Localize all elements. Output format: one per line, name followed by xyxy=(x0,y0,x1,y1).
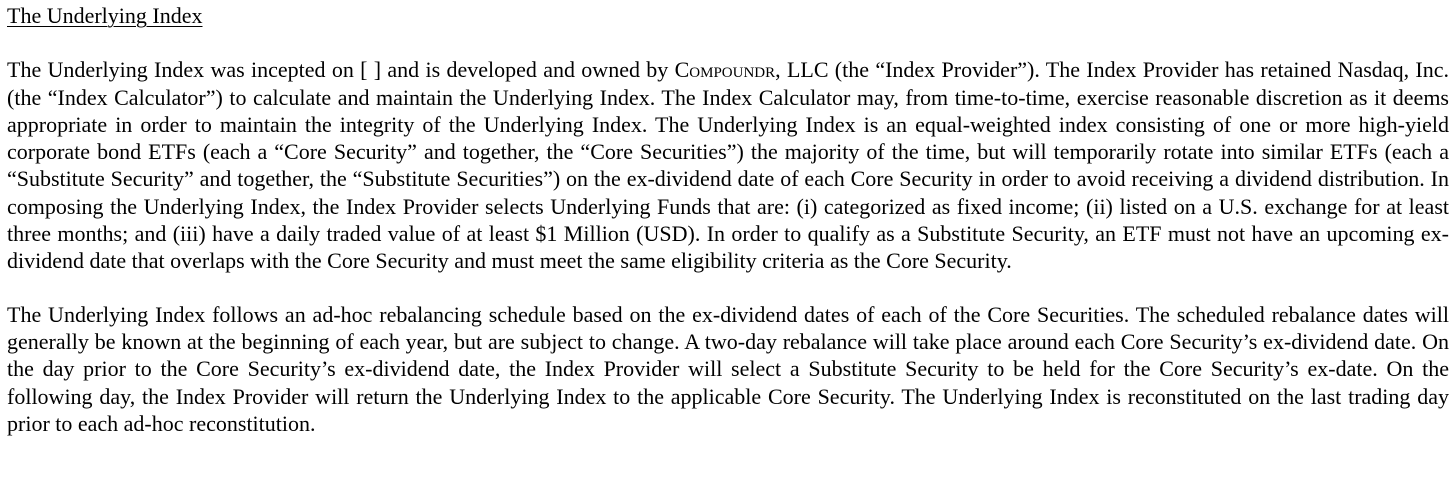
paragraph-1-text-end: , LLC (the “Index Provider”). The Index Provider has retained Nasdaq, Inc. (the “Index Calculator”) to calculate and maintain the Underlying Index. The Index Calculator may, from time-to-time, exercise reasonable discretion as it deems appropriate in order to maintain the integrity of the Underlying Index. The Underlying Index is an equal-weighted index consisting of one or more high-yield corporate bond ETFs (each a “Core Security” and together, the “Core Securities”) the majority of the time, but will temporarily rotate into similar ETFs (each a “Substitute Security” and together, the “Substitute Securities”) on the ex-dividend date of each Core Security in order to avoid receiving a dividend distribution. In composing the Underlying Index, the Index Provider selects Underlying Funds that are: (i) categorized as fixed income; (ii) listed on a U.S. exchange for at least three months; and (iii) have a daily traded value of at least $1 Million (USD). In order to qualify as a Substitute Security, an ETF must not have an upcoming ex-dividend date that overlaps with the Core Security and must meet the same eligibility criteria as the Core Security. xyxy=(7,57,1449,274)
index-provider-name: Compoundr xyxy=(674,57,776,83)
paragraph-index-description xyxy=(7,56,1449,274)
document-body xyxy=(7,0,1449,437)
paragraph-1-text-start: The Underlying Index was incepted on [ ] and is developed and owned by xyxy=(7,57,675,83)
paragraph-rebalancing-schedule: The Underlying Index follows an ad-hoc rebalancing schedule based on the ex-dividend dates of each of the Core Securities. The scheduled rebalance dates will generally be known at the beginning of each year, but are subject to change. A two-day rebalance will take place around each Core Security’s ex-dividend date. On the day prior to the Core Security’s ex-dividend date, the Index Provider will select a Substitute Security to be held for the Core Security’s ex-date. On the following day, the Index Provider will return the Underlying Index to the applicable Core Security. The Underlying Index is reconstituted on the last trading day prior to each ad-hoc reconstitution. xyxy=(7,301,1449,436)
section-heading: The Underlying Index xyxy=(7,3,203,28)
